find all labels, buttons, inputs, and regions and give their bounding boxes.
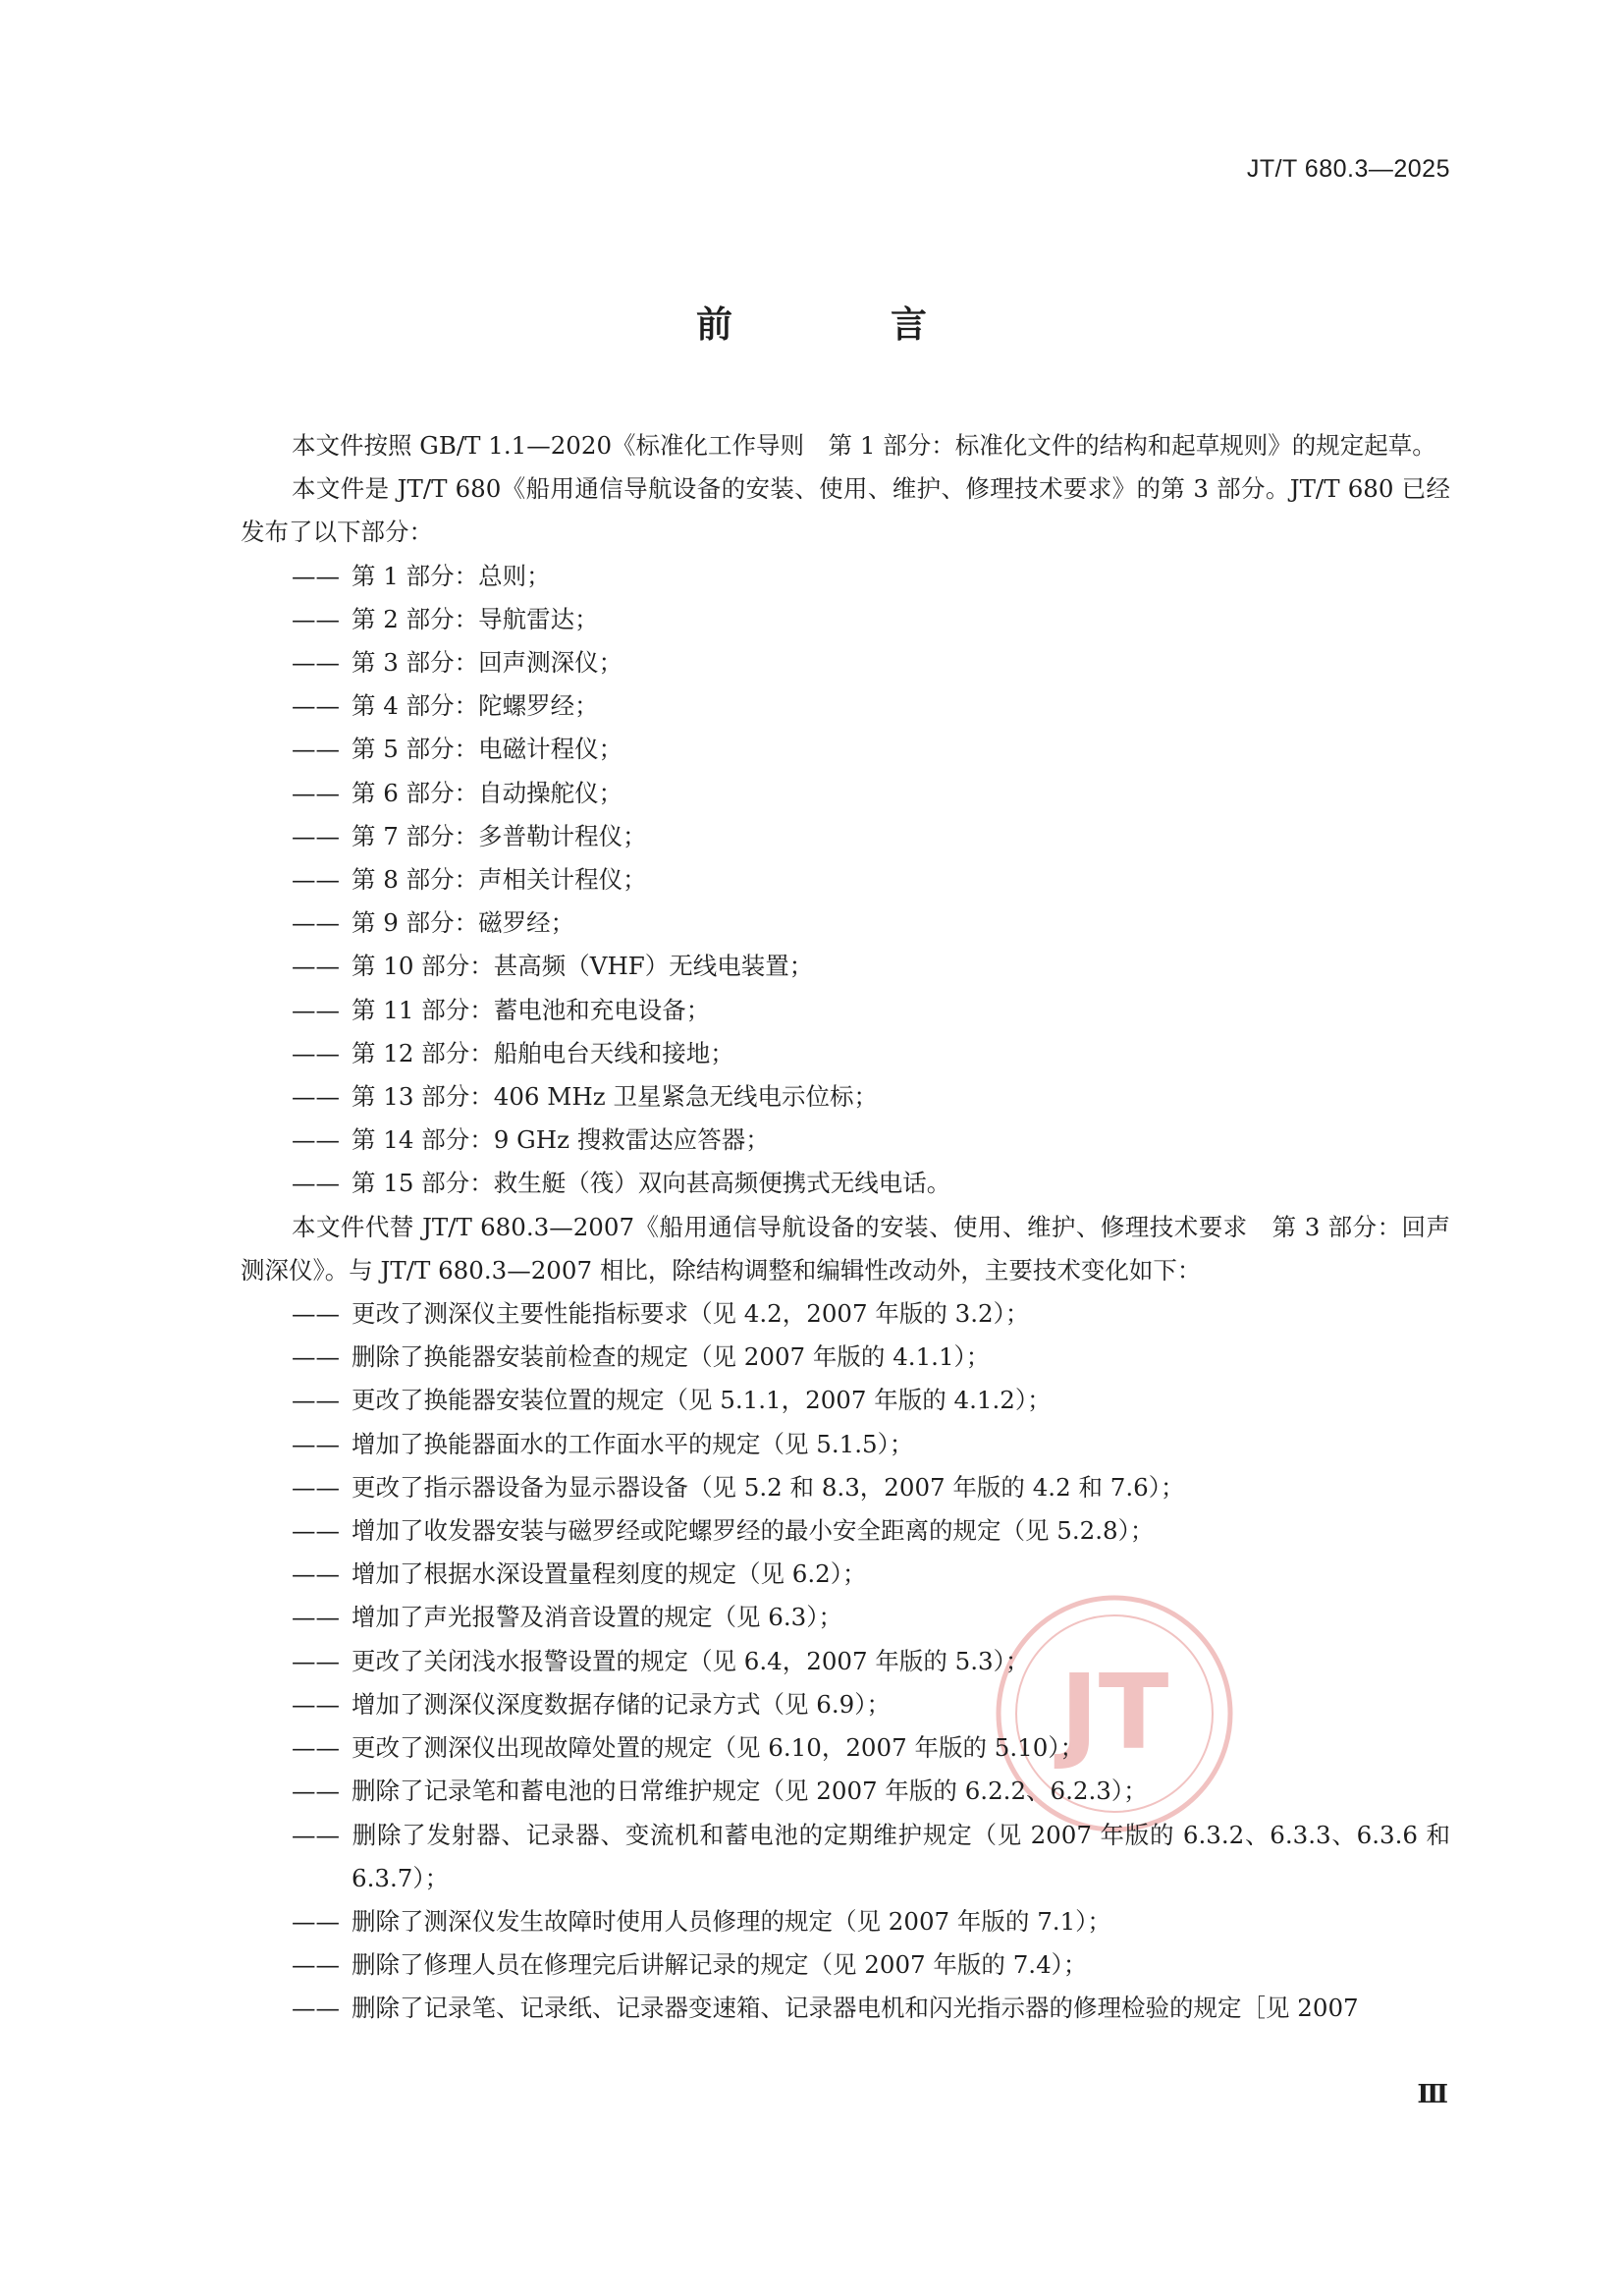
dash-marker: —— (292, 1559, 340, 1589)
list-item: —— 增加了根据水深设置量程刻度的规定（见 6.2）； (292, 1553, 1450, 1596)
dash-marker: —— (292, 1342, 340, 1372)
list-item: —— 删除了测深仪发生故障时使用人员修理的规定（见 2007 年版的 7.1）； (292, 1900, 1450, 1943)
dash-marker: —— (292, 1646, 340, 1675)
paragraph-drafting-rules: 本文件按照 GB/T 1.1—2020《标准化工作导则 第 1 部分：标准化文件的结构和起草规则》的规定起草。 (292, 431, 1436, 460)
list-item: —— 第 13 部分：406 MHz 卫星紧急无线电示位标； (292, 1075, 1450, 1119)
list-item: —— 第 11 部分：蓄电池和充电设备； (292, 989, 1450, 1032)
list-item: —— 第 6 部分：自动操舵仪； (292, 772, 1450, 815)
list-item: —— 第 4 部分：陀螺罗经； (292, 684, 1450, 728)
page-title: 前 言 (696, 303, 988, 346)
list-item: —— 第 2 部分：导航雷达； (292, 598, 1450, 641)
dash-marker: —— (292, 1603, 340, 1632)
dash-marker: —— (292, 1689, 340, 1719)
dash-marker: —— (292, 1299, 340, 1329)
list-item: —— 第 8 部分：声相关计程仪； (292, 858, 1450, 902)
dash-marker: —— (292, 1820, 340, 1849)
dash-marker: —— (292, 778, 340, 807)
dash-marker: —— (292, 908, 340, 938)
dash-marker: —— (292, 648, 340, 678)
list-item: —— 删除了发射器、记录器、变流机和蓄电池的定期维护规定（见 2007 年版的 6.3.2、6.3.3、6.3.6 和 6.3.7）； (292, 1814, 1450, 1900)
list-item: —— 第 12 部分：船舶电台天线和接地； (292, 1032, 1450, 1075)
dash-marker: —— (292, 1038, 340, 1067)
dash-marker: —— (292, 1082, 340, 1112)
dash-marker: —— (292, 1169, 340, 1198)
list-item: —— 删除了修理人员在修理完后讲解记录的规定（见 2007 年版的 7.4）； (292, 1943, 1450, 1987)
list-item: —— 删除了换能器安装前检查的规定（见 2007 年版的 4.1.1）； (292, 1336, 1450, 1379)
list-item: —— 第 14 部分：9 GHz 搜救雷达应答器； (292, 1119, 1450, 1162)
list-item: —— 更改了测深仪出现故障处置的规定（见 6.10，2007 年版的 5.10）； (292, 1726, 1450, 1770)
dash-marker: —— (292, 1733, 340, 1763)
dash-marker: —— (292, 952, 340, 981)
list-item: —— 增加了收发器安装与磁罗经或陀螺罗经的最小安全距离的规定（见 5.2.8）； (292, 1509, 1450, 1553)
dash-marker: —— (292, 865, 340, 895)
dash-marker: —— (292, 1125, 340, 1155)
document-body (241, 424, 1450, 2031)
list-item: —— 更改了指示器设备为显示器设备（见 5.2 和 8.3，2007 年版的 4.2 和 7.6）； (292, 1466, 1450, 1509)
dash-marker: —— (292, 735, 340, 764)
dash-marker: —— (292, 1950, 340, 1980)
list-item: —— 删除了记录笔、记录纸、记录器变速箱、记录器电机和闪光指示器的修理检验的规定［见 2007 (292, 1987, 1450, 2030)
document-code: JT/T 680.3—2025 (1246, 155, 1450, 183)
list-item: —— 第 10 部分：甚高频（VHF）无线电装置； (292, 945, 1450, 988)
parts-list (241, 555, 1450, 1206)
list-item: —— 第 1 部分：总则； (292, 555, 1450, 598)
dash-marker: —— (292, 1429, 340, 1458)
dash-marker: —— (292, 821, 340, 850)
dash-marker: —— (292, 1906, 340, 1936)
dash-marker: —— (292, 995, 340, 1024)
list-item: —— 第 5 部分：电磁计程仪； (292, 728, 1450, 771)
list-item: —— 第 15 部分：救生艇（筏）双向甚高频便携式无线电话。 (292, 1162, 1450, 1205)
list-item: —— 更改了测深仪主要性能指标要求（见 4.2，2007 年版的 3.2）； (292, 1292, 1450, 1336)
page-number: Ⅲ (1417, 2080, 1448, 2108)
dash-marker: —— (292, 604, 340, 633)
list-item: —— 第 7 部分：多普勒计程仪； (292, 815, 1450, 858)
dash-marker: —— (292, 691, 340, 721)
dash-marker: —— (292, 1472, 340, 1502)
dash-marker: —— (292, 561, 340, 590)
dash-marker: —— (292, 1386, 340, 1415)
changes-list (241, 1292, 1450, 2030)
list-item: —— 第 3 部分：回声测深仪； (292, 641, 1450, 684)
paragraph-replacement-note: 本文件代替 JT/T 680.3—2007《船用通信导航设备的安装、使用、维护、修理技术要求 第 3 部分：回声测深仪》。与 JT/T 680.3—2007 相比，除结构调整和编辑性改动外，主要技术变化如下： (241, 1212, 1450, 1285)
list-item: —— 第 9 部分：磁罗经； (292, 902, 1450, 945)
list-item: —— 增加了换能器面水的工作面水平的规定（见 5.1.5）； (292, 1423, 1450, 1466)
paragraph-series-intro: 本文件是 JT/T 680《船用通信导航设备的安装、使用、维护、修理技术要求》的第 3 部分。JT/T 680 已经发布了以下部分： (241, 474, 1450, 547)
list-item: —— 更改了换能器安装位置的规定（见 5.1.1，2007 年版的 4.1.2）； (292, 1379, 1450, 1422)
seal-text: JT (1059, 1653, 1169, 1773)
dash-marker: —— (292, 1777, 340, 1806)
dash-marker: —— (292, 1994, 340, 2023)
list-item: —— 删除了记录笔和蓄电池的日常维护规定（见 2007 年版的 6.2.2、6.2.3）； (292, 1770, 1450, 1813)
list-item: —— 增加了测深仪深度数据存储的记录方式（见 6.9）； (292, 1683, 1450, 1726)
list-item: —— 更改了关闭浅水报警设置的规定（见 6.4，2007 年版的 5.3）； (292, 1640, 1450, 1683)
list-item: —— 增加了声光报警及消音设置的规定（见 6.3）； (292, 1596, 1450, 1639)
dash-marker: —— (292, 1516, 340, 1546)
